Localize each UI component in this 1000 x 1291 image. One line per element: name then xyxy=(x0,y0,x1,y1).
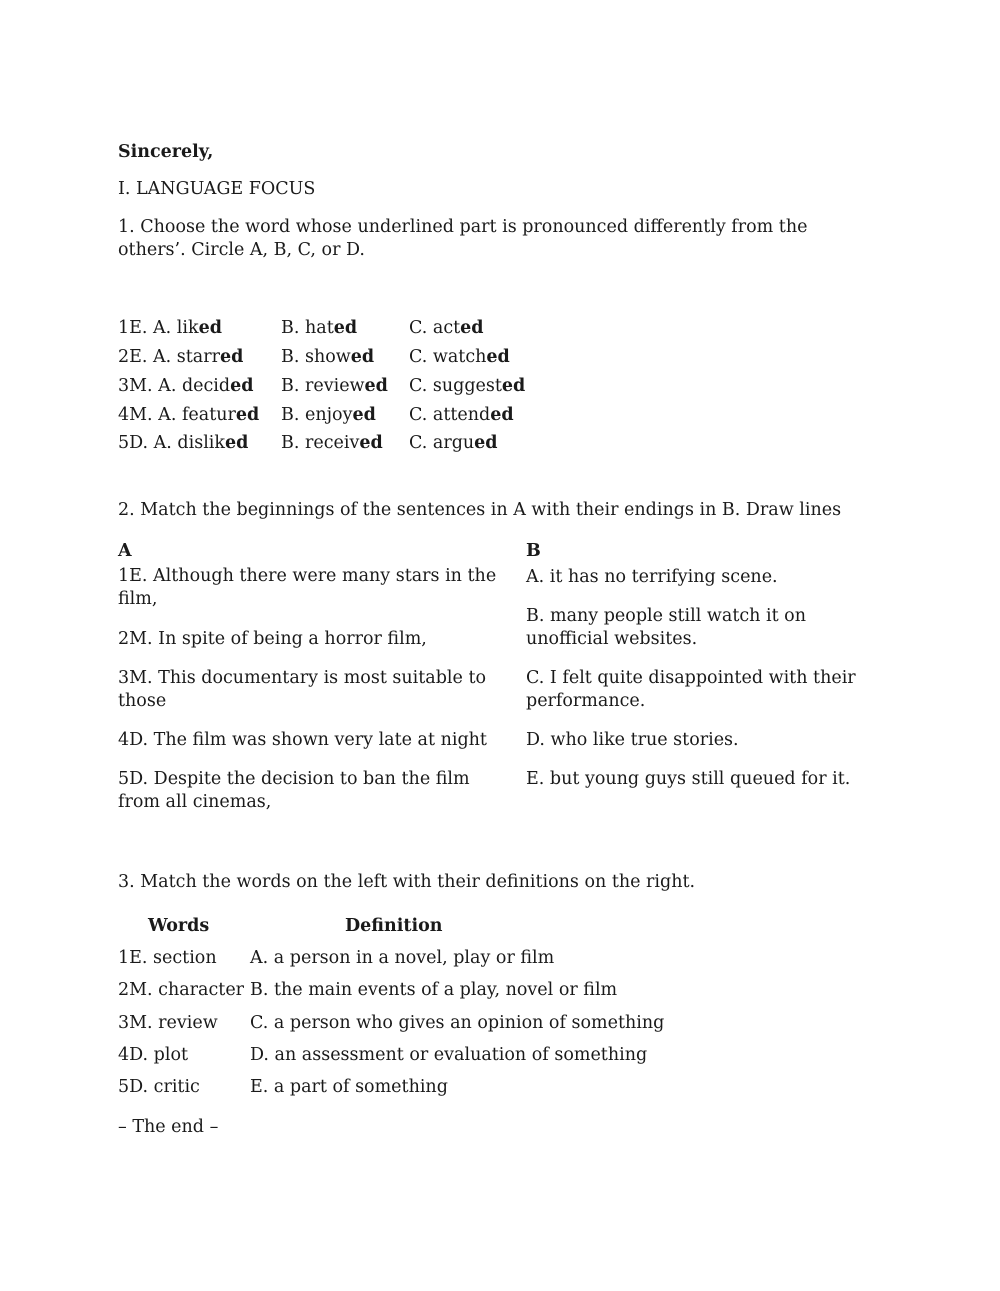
q3-definition-b: B. the main events of a play, novel or film xyxy=(250,980,618,1000)
q3-definition-d: D. an assessment or evaluation of something xyxy=(250,1045,648,1065)
q1-row4-option-b: B. enjoyed xyxy=(281,405,376,425)
q2-col-b-header: B xyxy=(526,541,541,561)
q3-word-1: 1E. section xyxy=(118,948,217,968)
q1-row1-option-a: 1E. A. liked xyxy=(118,318,222,338)
q1-row5-option-c: C. argued xyxy=(409,433,498,453)
q1-row4-option-a: 4M. A. featured xyxy=(118,405,260,425)
q1-row5-option-a: 5D. A. disliked xyxy=(118,433,249,453)
q1-instruction: 1. Choose the word whose underlined part is pronounced differently from the others’. Circle A, B, C, or D. xyxy=(118,217,808,260)
q3-definition-header: Definition xyxy=(345,916,443,936)
q1-row2-option-a: 2E. A. starred xyxy=(118,347,244,367)
q1-row2-option-c: C. watched xyxy=(409,347,510,367)
q1-row3-option-c: C. suggested xyxy=(409,376,526,396)
q3-word-2: 2M. character xyxy=(118,980,245,1000)
q1-row1-option-c: C. acted xyxy=(409,318,484,338)
q1-row3-option-a: 3M. A. decided xyxy=(118,376,254,396)
q3-word-4: 4D. plot xyxy=(118,1045,189,1065)
q2-a-item-3: 3M. This documentary is most suitable to those xyxy=(118,668,487,711)
q3-definition-e: E. a part of something xyxy=(250,1077,448,1097)
q1-row4-option-c: C. attended xyxy=(409,405,514,425)
q3-word-5: 5D. critic xyxy=(118,1077,200,1097)
q3-words-header: Words xyxy=(148,916,210,936)
closing-text: Sincerely, xyxy=(118,142,214,162)
section-title: I. LANGUAGE FOCUS xyxy=(118,179,316,199)
q2-a-item-1: 1E. Although there were many stars in the film, xyxy=(118,566,497,609)
q2-b-item-a: A. it has no terrifying scene. xyxy=(526,567,778,587)
q3-definition-a: A. a person in a novel, play or film xyxy=(250,948,555,968)
q3-word-3: 3M. review xyxy=(118,1013,218,1033)
q2-a-item-5: 5D. Despite the decision to ban the film from all cinemas, xyxy=(118,769,470,812)
q2-b-item-b: B. many people still watch it on unofficial websites. xyxy=(526,606,806,649)
q2-col-a-header: A xyxy=(118,541,132,561)
end-text: – The end – xyxy=(118,1117,219,1137)
q3-definition-c: C. a person who gives an opinion of something xyxy=(250,1013,665,1033)
q2-b-item-c: C. I felt quite disappointed with their performance. xyxy=(526,668,856,711)
q2-b-item-d: D. who like true stories. xyxy=(526,730,739,750)
q2-a-item-4: 4D. The film was shown very late at night xyxy=(118,730,487,750)
q1-row1-option-b: B. hated xyxy=(281,318,358,338)
q1-row3-option-b: B. reviewed xyxy=(281,376,388,396)
q3-instruction: 3. Match the words on the left with their definitions on the right. xyxy=(118,872,696,892)
q2-a-item-2: 2M. In spite of being a horror film, xyxy=(118,629,427,649)
q2-b-item-e: E. but young guys still queued for it. xyxy=(526,769,851,789)
q1-row5-option-b: B. received xyxy=(281,433,383,453)
q1-row2-option-b: B. showed xyxy=(281,347,375,367)
q2-instruction: 2. Match the beginnings of the sentences in A with their endings in B. Draw lines xyxy=(118,500,842,520)
